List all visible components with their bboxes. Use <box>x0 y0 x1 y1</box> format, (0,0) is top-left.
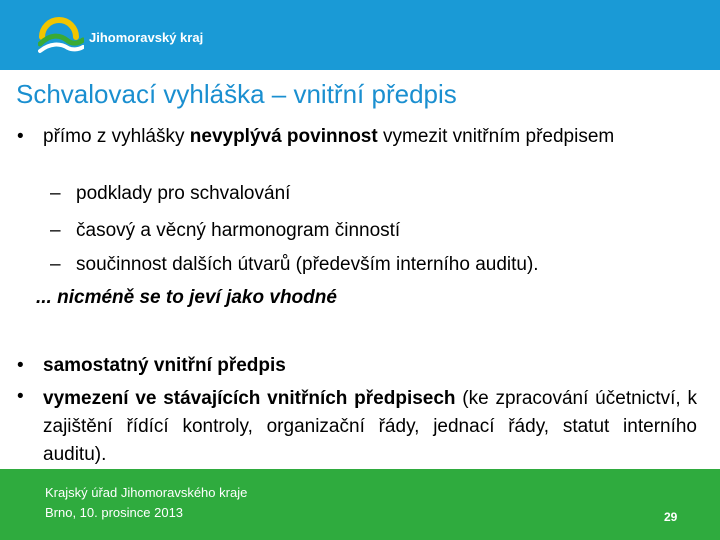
bullet-3-text <box>43 385 697 469</box>
footer-band <box>0 469 720 540</box>
bullet-1-bold: nevyplývá povinnost <box>189 126 378 147</box>
slide-title: Schvalovací vyhláška – vnitřní předpis <box>16 79 457 109</box>
bullet-1-part1: přímo z vyhlášky <box>43 126 190 147</box>
bullet-3-bold: vymezení ve stávajících vnitřních předpisech <box>43 388 456 409</box>
footer-date: Brno, 10. prosince 2013 <box>45 505 184 520</box>
bullet-1-text <box>43 125 697 149</box>
dash-icon: – <box>50 254 61 275</box>
footer-office: Krajský úřad Jihomoravského kraje <box>45 485 248 500</box>
logo-text: Jihomoravský kraj <box>89 30 204 45</box>
sub-item-3: součinnost dalších útvarů (především interního auditu). <box>76 254 539 275</box>
dash-icon: – <box>50 220 61 241</box>
dash-icon: – <box>50 183 61 204</box>
bullet-2-text: samostatný vnitřní předpis <box>43 355 286 376</box>
bullet-1-part2: vymezit vnitřním předpisem <box>377 126 615 147</box>
sub-item-2: časový a věcný harmonogram činností <box>76 220 401 241</box>
jihomoravsky-kraj-logo-icon <box>38 17 84 55</box>
sub-item-1: podklady pro schvalování <box>76 183 291 204</box>
logo <box>38 17 218 57</box>
bullet-3-rest: (ke zpracování účetnictví, k zajištění řídící kontroly, organizační řády, jednací řády, statut interního auditu). <box>43 388 697 465</box>
header-band <box>0 0 720 70</box>
note-text: ... nicméně se to jeví jako vhodné <box>36 287 337 308</box>
bullet-icon: • <box>17 126 24 147</box>
page-number: 29 <box>664 510 678 524</box>
bullet-icon: • <box>17 355 24 376</box>
bullet-icon: • <box>17 386 24 407</box>
